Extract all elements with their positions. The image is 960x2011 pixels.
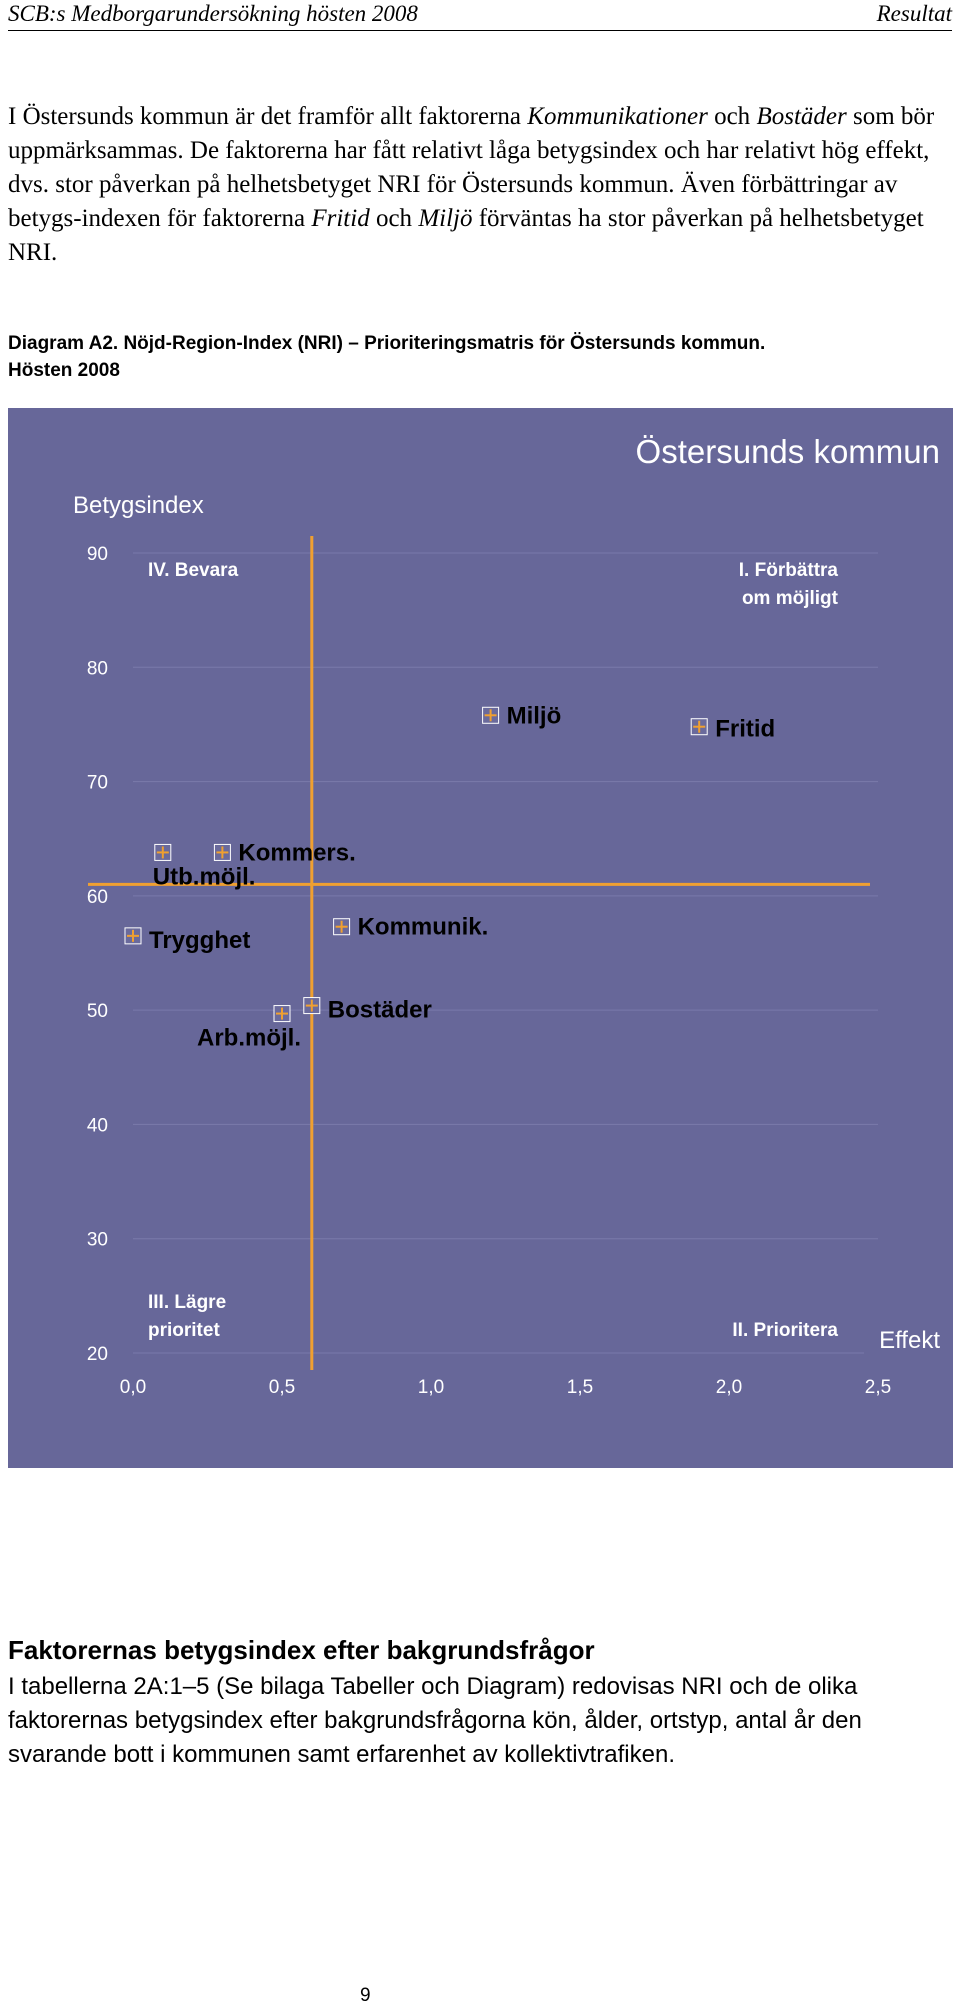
y-tick-label: 70 xyxy=(86,772,108,794)
y-axis-label: Betygsindex xyxy=(73,492,204,519)
x-tick-label: 2,0 xyxy=(715,1377,743,1398)
point-label: Bostäder xyxy=(327,996,432,1024)
y-tick-label: 80 xyxy=(86,658,108,680)
x-axis-label: Effekt xyxy=(879,1327,940,1354)
intro-text-1: I Östersunds kommun är det framför allt faktorerna xyxy=(8,103,528,130)
chart-title: Östersunds kommun xyxy=(635,433,940,470)
x-tick-label: 0,5 xyxy=(268,1377,296,1398)
intro-text-3: som bör uppmärksammas. De faktorerna har fått relativt låga betygsindex och har relativt hög effekt, dvs. stor påverkan på helhetsbetyget NRI för Östersunds kommun. Även förbättringar av betygs-indexen för faktorerna xyxy=(8,103,935,232)
x-tick-label: 2,5 xyxy=(864,1377,892,1398)
priority-matrix-chart xyxy=(8,408,953,1468)
intro-text-5: förväntas ha stor påverkan på helhetsbetyget NRI. xyxy=(8,205,924,266)
section-heading: Faktorernas betygsindex efter bakgrundsfrågor xyxy=(8,1635,595,1665)
section-body: I tabellerna 2A:1–5 (Se bilaga Tabeller och Diagram) redovisas NRI och de olika faktorernas betygsindex efter bakgrundsfrågorna kön, ålder, ortstyp, antal år den svarande bott i kommunen samt erfarenhet av kollektivtrafiken. xyxy=(8,1673,862,1768)
page-header xyxy=(8,0,952,31)
x-tick-label: 1,0 xyxy=(417,1377,445,1398)
quadrant-label: IV. Bevara xyxy=(148,560,239,581)
quadrant-label: II. Prioritera xyxy=(732,1320,838,1341)
intro-emphasis-3: Fritid xyxy=(311,205,370,232)
y-tick-label: 90 xyxy=(86,544,108,565)
quadrant-label: om möjligt xyxy=(741,588,838,609)
point-label: Kommers. xyxy=(238,839,356,867)
point-label: Miljö xyxy=(506,702,562,730)
intro-emphasis-4: Miljö xyxy=(418,205,473,232)
intro-emphasis-2: Bostäder xyxy=(756,103,847,130)
quadrant-label: I. Förbättra xyxy=(738,560,838,581)
point-label: Utb.möjl. xyxy=(152,863,256,891)
quadrant-label: prioritet xyxy=(148,1320,220,1341)
intro-text-2: och xyxy=(707,103,757,130)
point-label: Arb.möjl. xyxy=(197,1024,302,1052)
y-tick-label: 30 xyxy=(86,1229,108,1251)
y-tick-label: 40 xyxy=(86,1115,108,1137)
chart-canvas xyxy=(8,408,953,1468)
point-label: Fritid xyxy=(715,715,776,743)
intro-text-4: och xyxy=(369,205,419,232)
x-tick-label: 0,0 xyxy=(119,1377,147,1398)
x-tick-label: 1,5 xyxy=(566,1377,594,1398)
caption-line-2: Hösten 2008 xyxy=(8,360,120,381)
header-section: Resultat xyxy=(876,1,952,26)
y-tick-label: 60 xyxy=(86,886,108,908)
intro-paragraph xyxy=(8,100,938,270)
caption-line-1: Diagram A2. Nöjd-Region-Index (NRI) – Prioriteringsmatris för Östersunds kommun. xyxy=(8,333,766,354)
header-title: SCB:s Medborgarundersökning hösten 2008 xyxy=(8,1,418,26)
point-label: Trygghet xyxy=(149,926,251,954)
point-label: Kommunik. xyxy=(357,913,489,941)
y-tick-label: 20 xyxy=(86,1344,108,1365)
intro-emphasis-1: Kommunikationer xyxy=(527,103,708,130)
diagram-caption xyxy=(8,330,948,384)
y-tick-label: 50 xyxy=(86,1001,108,1023)
quadrant-label: III. Lägre xyxy=(148,1292,227,1313)
page-number: 9 xyxy=(360,1985,371,2006)
